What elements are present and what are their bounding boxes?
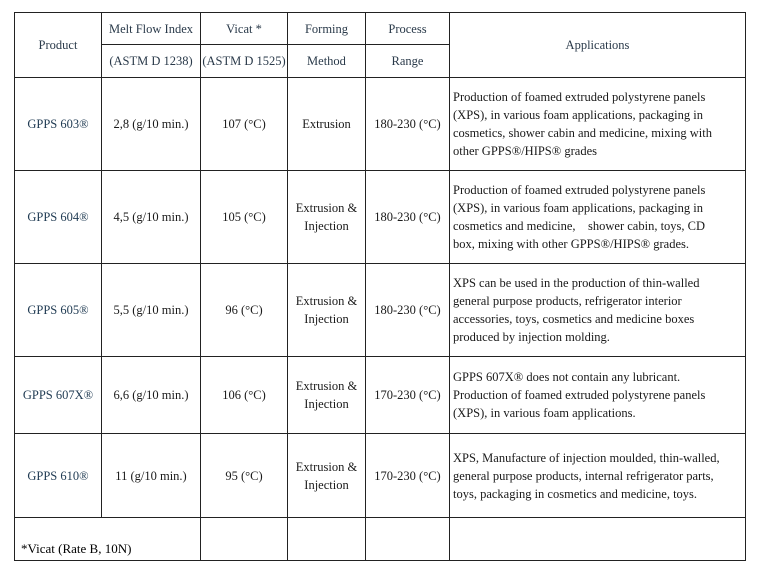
product-cell: GPPS 607X® [15, 357, 102, 434]
applications-cell [450, 357, 746, 434]
forming-cell [288, 171, 366, 264]
header-forming-sub: Method [288, 45, 366, 78]
vicat-footnote: *Vicat (Rate B, 10N) [15, 518, 201, 561]
header-vicat: Vicat * [201, 13, 288, 45]
product-cell: GPPS 603® [15, 78, 102, 171]
mfi-cell: 2,8 (g/10 min.) [102, 78, 201, 171]
forming-line: Extrusion & [295, 379, 358, 393]
applications-line: cosmetics and medicine, shower cabin, toys, CD [453, 219, 706, 233]
forming-line: Injection [304, 397, 349, 411]
forming-line: Extrusion & [295, 294, 358, 308]
applications-line: general purpose products, internal refrigerator parts, [453, 468, 714, 483]
footnote-row [15, 518, 746, 561]
product-cell: GPPS 605® [15, 264, 102, 357]
applications-line: box, mixing with other GPPS®/HIPS® grades. [453, 237, 690, 251]
footnote-empty-cell [288, 518, 366, 561]
product-cell: GPPS 610® [15, 434, 102, 518]
header-mfi-standard: (ASTM D 1238) [102, 45, 201, 78]
applications-line: Production of foamed extruded polystyrene panels [453, 90, 706, 104]
forming-cell [288, 434, 366, 518]
applications-line: XPS can be used in the production of thin-walled [453, 276, 700, 290]
applications-line: XPS, Manufacture of injection moulded, thin-walled, [453, 450, 720, 465]
table-row [15, 357, 746, 434]
header-forming: Forming [288, 13, 366, 45]
process-cell: 180-230 (°C) [366, 171, 450, 264]
applications-line: (XPS), in various foam applications. [453, 406, 636, 420]
header-mfi: Melt Flow Index [102, 13, 201, 45]
vicat-cell: 106 (°C) [201, 357, 288, 434]
forming-cell [288, 78, 366, 171]
applications-line: accessories, toys, cosmetics and medicine boxes [453, 312, 695, 326]
applications-line: (XPS), in various foam applications, packaging in [453, 201, 703, 215]
applications-cell [450, 78, 746, 171]
applications-line: Production of foamed extruded polystyrene panels [453, 183, 706, 197]
mfi-cell: 11 (g/10 min.) [102, 434, 201, 518]
applications-cell [450, 434, 746, 518]
applications-line: produced by injection molding. [453, 330, 610, 344]
process-cell: 170-230 (°C) [366, 434, 450, 518]
applications-cell [450, 171, 746, 264]
process-cell: 180-230 (°C) [366, 264, 450, 357]
table-row [15, 264, 746, 357]
applications-cell [450, 264, 746, 357]
mfi-cell: 5,5 (g/10 min.) [102, 264, 201, 357]
applications-line: Production of foamed extruded polystyrene panels [453, 388, 706, 402]
forming-cell [288, 357, 366, 434]
forming-line: Extrusion [302, 117, 351, 131]
process-cell: 180-230 (°C) [366, 78, 450, 171]
product-cell: GPPS 604® [15, 171, 102, 264]
header-applications: Applications [450, 13, 746, 78]
applications-line: GPPS 607X® does not contain any lubricant. [453, 370, 681, 384]
header-product: Product [15, 13, 102, 78]
vicat-cell: 107 (°C) [201, 78, 288, 171]
product-spec-table [14, 12, 746, 561]
vicat-cell: 95 (°C) [201, 434, 288, 518]
header-process: Process [366, 13, 450, 45]
applications-line: general purpose products, refrigerator interior [453, 294, 682, 308]
forming-line: Injection [304, 477, 349, 492]
vicat-cell: 96 (°C) [201, 264, 288, 357]
forming-line: Injection [304, 312, 349, 326]
applications-line: (XPS), in various foam applications, packaging in [453, 108, 703, 122]
applications-line: other GPPS®/HIPS® grades [453, 144, 598, 158]
applications-line: toys, packaging in cosmetics and medicine, toys. [453, 486, 698, 501]
table-row [15, 434, 746, 518]
process-cell: 170-230 (°C) [366, 357, 450, 434]
footnote-empty-cell [450, 518, 746, 561]
footnote-empty-cell [201, 518, 288, 561]
header-process-sub: Range [366, 45, 450, 78]
header-row-1 [15, 13, 746, 45]
forming-line: Injection [304, 219, 349, 233]
applications-line: cosmetics, shower cabin and medicine, mixing with [453, 126, 712, 140]
table-row [15, 78, 746, 171]
table-row [15, 171, 746, 264]
vicat-cell: 105 (°C) [201, 171, 288, 264]
mfi-cell: 4,5 (g/10 min.) [102, 171, 201, 264]
footnote-empty-cell [366, 518, 450, 561]
forming-line: Extrusion & [295, 459, 358, 474]
mfi-cell: 6,6 (g/10 min.) [102, 357, 201, 434]
header-vicat-standard: (ASTM D 1525) [201, 45, 288, 78]
forming-cell [288, 264, 366, 357]
forming-line: Extrusion & [295, 201, 358, 215]
